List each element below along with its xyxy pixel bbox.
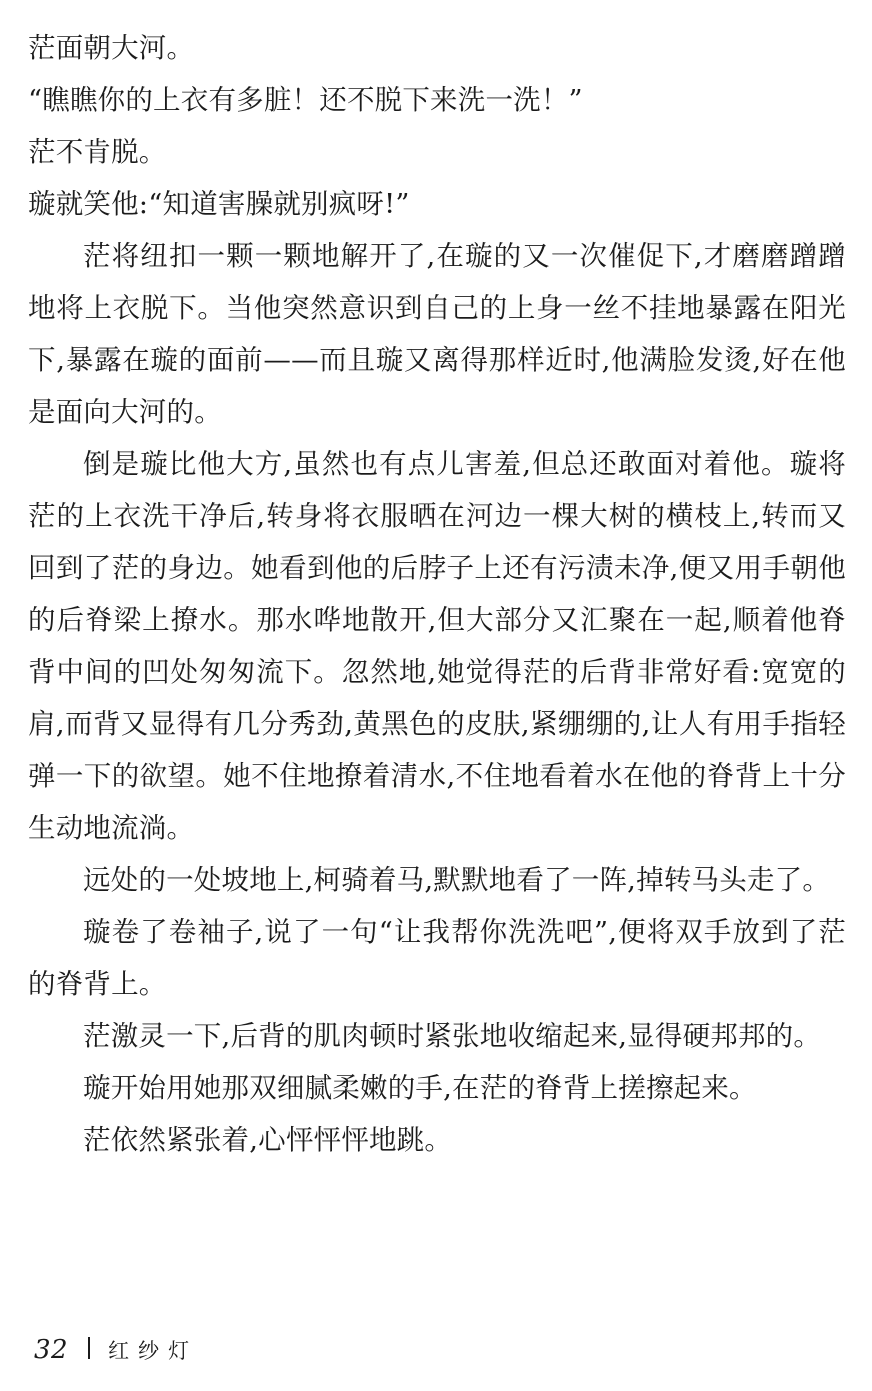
paragraph: 倒是璇比他大方,虽然也有点儿害羞,但总还敢面对着他。璇将茫的上衣洗干净后,转身将衣服晒在河边一棵大树的横枝上,转而又回到了茫的身边。她看到他的后脖子上还有污渍未净,便又用手朝他的后脊梁上撩水。那水哗地散开,但大部分又汇聚在一起,顺着他脊背中间的凹处匆匆流下。忽然地,她觉得茫的后背非常好看:宽宽的肩,而背又显得有几分秀劲,黄黑色的皮肤,紧绷绷的,让人有用手指轻弹一下的欲望。她不住地撩着清水,不住地看着水在他的脊背上十分生动地流淌。 [28, 448, 846, 844]
paragraph: 璇卷了卷袖子,说了一句“让我帮你洗洗吧”,便将双手放到了茫的脊背上。 [28, 916, 846, 1000]
paragraph: 璇开始用她那双细腻柔嫩的手,在茫的脊背上搓擦起来。 [83, 1072, 757, 1104]
running-book-title: 红纱灯 [108, 1339, 199, 1363]
page-number: 32 [34, 1335, 69, 1365]
paragraph: 璇就笑他:“知道害臊就别疯呀!” [28, 188, 410, 220]
paragraph: 茫依然紧张着,心怦怦怦地跳。 [83, 1124, 453, 1156]
body-text-column [28, 22, 846, 1166]
paragraph: “瞧瞧你的上衣有多脏！还不脱下来洗一洗！” [28, 84, 583, 116]
paragraph: 远处的一处坡地上,柯骑着马,默默地看了一阵,掉转马头走了。 [83, 864, 831, 896]
paragraph: 茫激灵一下,后背的肌肉顿时紧张地收缩起来,显得硬邦邦的。 [83, 1020, 822, 1052]
paragraph: 茫面朝大河。 [28, 32, 195, 64]
paragraph: 茫不肯脱。 [28, 136, 167, 168]
folio-separator-rule [88, 1337, 90, 1359]
paragraph: 茫将纽扣一颗一颗地解开了,在璇的又一次催促下,才磨磨蹭蹭地将上衣脱下。当他突然意识到自己的上身一丝不挂地暴露在阳光下,暴露在璇的面前——而且璇又离得那样近时,他满脸发烫,好在他是面向大河的。 [28, 240, 846, 428]
page-footer [34, 1335, 198, 1365]
